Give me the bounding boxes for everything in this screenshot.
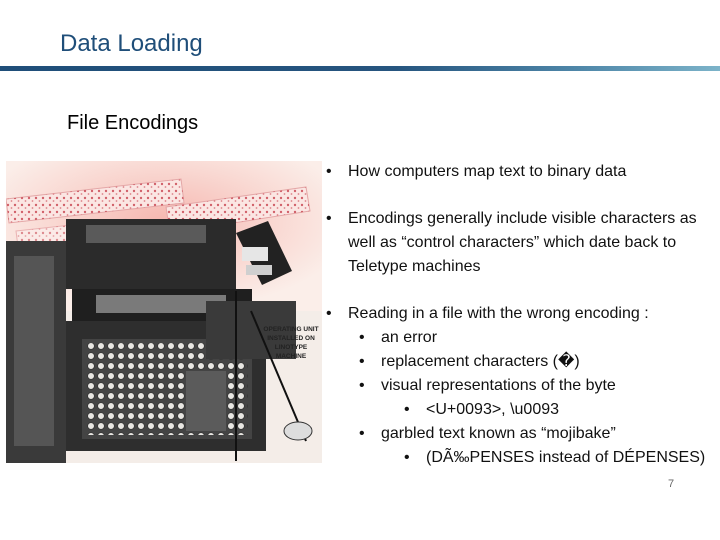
- caption-line: INSTALLED ON: [267, 335, 315, 342]
- bullet-item: • How computers map text to binary data: [326, 160, 718, 184]
- caption-line: OPERATING UNIT: [263, 326, 319, 333]
- slide-subtitle: File Encodings: [67, 112, 199, 134]
- sub-sub-bullet-item: • <U+0093>, \u0093: [326, 398, 718, 422]
- title-underline: [0, 66, 720, 71]
- sub-bullet-item: • replacement characters (�): [326, 350, 718, 374]
- slide-title: Data Loading: [60, 30, 203, 57]
- caption-line: MACHINE: [275, 353, 307, 360]
- bullet-item: • Encodings generally include visible characters as well as “control characters” which date back to Teletype machines: [326, 207, 718, 279]
- bullet-item: • Reading in a file with the wrong encoding :: [326, 302, 718, 326]
- caption-line: LINOTYPE: [274, 344, 308, 351]
- teletype-machine-photo: [6, 161, 322, 463]
- sub-sub-bullet-item: • (DÃ‰PENSES instead of DÉPENSES): [326, 446, 718, 470]
- page-number: 7: [668, 478, 675, 490]
- sub-bullet-item: • garbled text known as “mojibake”: [326, 422, 718, 446]
- bullet-list: [326, 160, 718, 470]
- sub-bullet-item: • visual representations of the byte: [326, 374, 718, 398]
- sub-bullet-item: • an error: [326, 326, 718, 350]
